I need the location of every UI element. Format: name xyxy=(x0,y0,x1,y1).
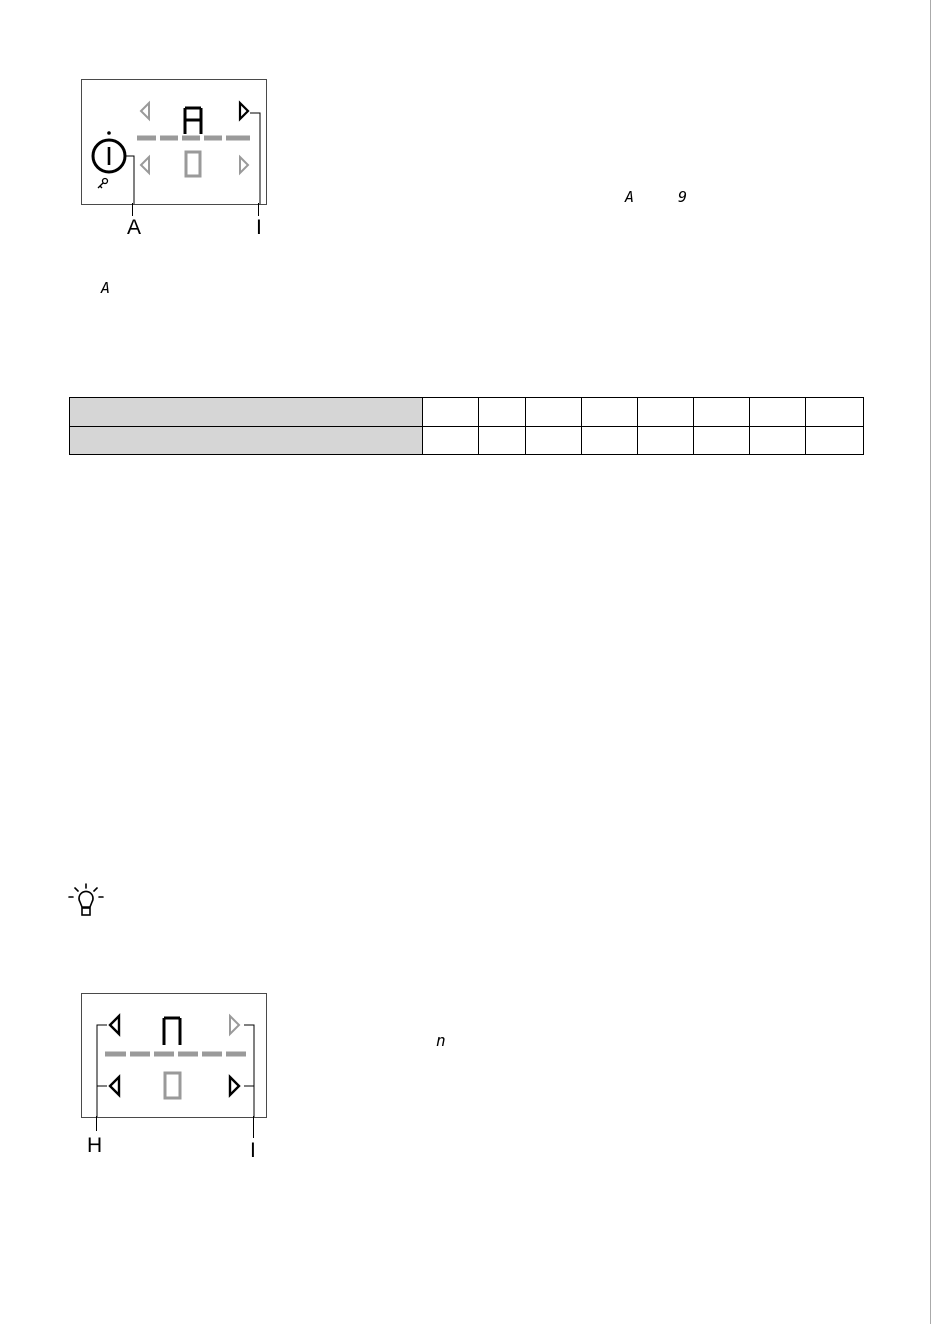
arrow-left-icon xyxy=(141,103,149,119)
power-button-icon xyxy=(93,131,125,172)
table-cell xyxy=(806,398,864,427)
table-row xyxy=(70,398,864,427)
table-cell xyxy=(638,426,694,455)
table-cell xyxy=(423,398,479,427)
settings-table xyxy=(69,397,864,455)
callout-line-i-ext xyxy=(253,1116,254,1138)
arrow-right-icon xyxy=(230,1077,239,1095)
arrow-right-icon xyxy=(240,103,248,119)
callout-line-a xyxy=(125,156,134,204)
callout-label-i: I xyxy=(250,1139,256,1162)
control-panel-top-drawing xyxy=(82,80,266,204)
table-cell xyxy=(582,398,638,427)
seven-segment-letter-a xyxy=(185,108,201,134)
seven-segment-letter-n xyxy=(164,1018,180,1045)
callout-label-a: A xyxy=(127,216,142,239)
table-cell xyxy=(750,398,806,427)
control-panel-figure-bottom xyxy=(81,993,267,1118)
callout-label-h: H xyxy=(87,1134,103,1157)
arrow-left-icon xyxy=(110,1077,119,1095)
table-cell xyxy=(694,398,750,427)
key-icon xyxy=(98,179,108,189)
lightbulb-icon xyxy=(66,883,106,919)
table-cell xyxy=(423,426,479,455)
arrow-left-icon xyxy=(141,157,149,173)
table-row xyxy=(70,426,864,455)
seven-segment-digit-zero xyxy=(186,152,200,176)
arrow-right-icon xyxy=(240,157,248,173)
inline-symbol-n: n xyxy=(436,1031,446,1050)
control-panel-figure-top xyxy=(81,79,267,205)
table-cell xyxy=(479,398,526,427)
table-cell xyxy=(526,398,582,427)
seven-segment-digit-zero xyxy=(165,1073,180,1098)
inline-symbol-a-left: A xyxy=(101,279,111,297)
arrow-left-icon xyxy=(110,1016,119,1034)
arrow-right-icon xyxy=(230,1016,239,1034)
callout-line-h xyxy=(97,1025,107,1117)
table-row-label xyxy=(70,398,423,427)
table-cell xyxy=(694,426,750,455)
callout-line-a-ext xyxy=(132,203,133,216)
inline-symbol-9: 9 xyxy=(678,188,688,206)
inline-symbol-a-right: A xyxy=(625,188,635,206)
callout-label-i: I xyxy=(256,216,262,239)
callout-line-i xyxy=(244,1025,254,1117)
control-panel-bottom-drawing xyxy=(82,994,266,1117)
table-cell xyxy=(479,426,526,455)
callout-line-h-ext xyxy=(96,1116,97,1131)
table-cell xyxy=(582,426,638,455)
table-cell xyxy=(638,398,694,427)
page-edge xyxy=(930,0,931,1324)
table-row-label xyxy=(70,426,423,455)
callout-line-i-ext xyxy=(258,203,259,216)
table-cell xyxy=(750,426,806,455)
callout-line-i xyxy=(250,113,260,204)
table-cell xyxy=(806,426,864,455)
table-cell xyxy=(526,426,582,455)
